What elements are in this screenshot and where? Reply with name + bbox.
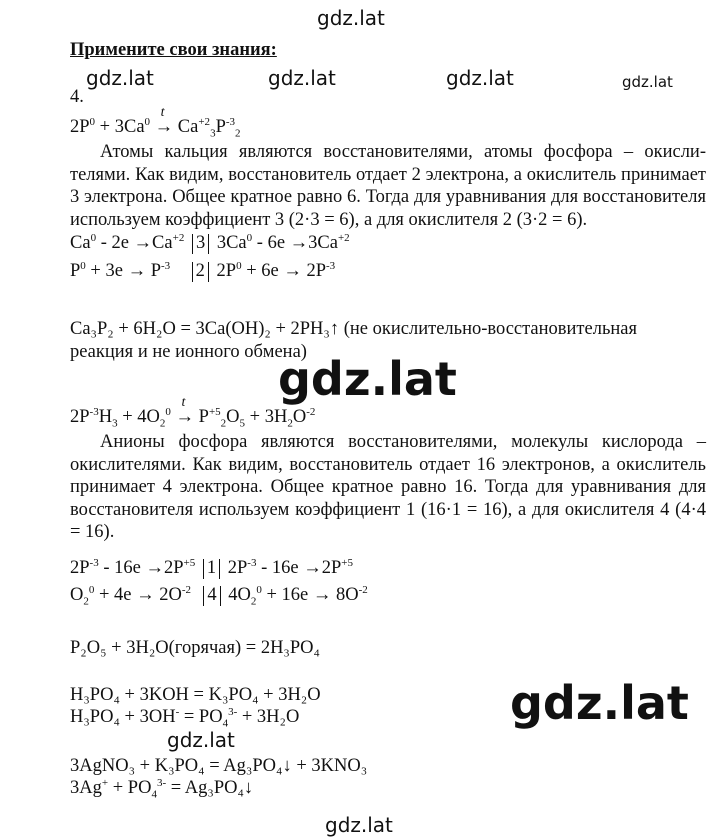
watermark-bottom: gdz.lat <box>325 813 393 837</box>
explanation-paragraph-1: Атомы кальция являются восстановителями, атомы фосфора – окисли- телями. Как видим, восстановитель отдает 2 электрона, а окислитель принимает 3 электрона. Общее кратное равно 6. Тогда для уравнивания для восстановителя используем коэффициент 3 (2·3 = 6), а для окислителя 2 (3·2 = 6). <box>70 142 706 230</box>
equation-6: $H_3PO_4 + 3OH^- = PO_4^{3-} + 3H_2O$ <box>70 705 300 730</box>
watermark-top: gdz.lat <box>317 6 385 30</box>
watermark-row1-c: gdz.lat <box>446 66 514 90</box>
balance-2-line-2: $O_2^0 + 4e \to 2O^{-2}$ 4 $4O_2^0 + 16e \to 8O^{-2}$ <box>70 583 368 608</box>
watermark-row1-b: gdz.lat <box>268 66 336 90</box>
arrow-heat-2: t → <box>175 395 195 427</box>
watermark-big-mid: gdz.lat <box>278 352 457 406</box>
equation-5: H₃PO₄ + 3KOH = K₃PO₄ + 3H₂O <box>70 685 321 705</box>
equation-7: 3AgNO₃ + K₃PO₄ = Ag₃PO₄↓ + 3KNO₃ <box>70 756 368 776</box>
watermark-row1-a: gdz.lat <box>86 66 154 90</box>
watermark-big-right: gdz.lat <box>510 676 689 730</box>
equation-1: $2P^0 + 3Ca^0$ t → $Ca^{+2}_3P^{-3}_2$ <box>70 105 241 140</box>
section-heading: Примените свои знания: <box>70 40 277 60</box>
explanation-paragraph-2: Анионы фосфора являются восстановителями, молекулы кислорода – окислителями. Как видим, восстановитель отдает 16 электронов, а окислитель принимает 4 электрона. Общее кратное равно 16. Тогда для уравнивания для восстановителя используем коэффициент 1 (16·1 = 16), а для окислителя 4 (4·4 = 16). <box>70 432 706 542</box>
balance-1-line-2: $P^0 + 3e \to P^{-3}$ 2 $2P^0 + 6e \to 2P^{-3}$ <box>70 259 336 281</box>
task-number: 4. <box>70 87 84 107</box>
watermark-row1-d: gdz.lat <box>622 73 673 91</box>
equation-4: P₂O₅ + 3H₂O(горячая) = 2H₃PO₄ <box>70 638 320 658</box>
equation-3: $2P^{-3}H_3 + 4O_2^0$ t → $P^{+5}_2O_5 + 3H_2O^{-2}$ <box>70 395 316 430</box>
balance-2-line-1: $2P^{-3} - 16e \to 2P^{+5}$ 1 $2P^{-3} - 16e \to 2P^{+5}$ <box>70 556 353 578</box>
equation-2: Ca₃P₂ + 6H₂O = 3Ca(OH)₂ + 2PH₃↑ (не окислительно-восстановительная реакция и не ионного обмена) <box>70 319 638 362</box>
watermark-small-mid: gdz.lat <box>167 728 235 752</box>
balance-1-line-1: $Ca^0 - 2e \to Ca^{+2}$ 3 $3Ca^0 - 6e \to 3Ca^{+2}$ <box>70 231 350 253</box>
equation-8: $3Ag^+ + PO_4^{3-}$ = Ag₃PO₄↓ <box>70 776 254 801</box>
arrow-heat-1: t → <box>154 105 174 137</box>
